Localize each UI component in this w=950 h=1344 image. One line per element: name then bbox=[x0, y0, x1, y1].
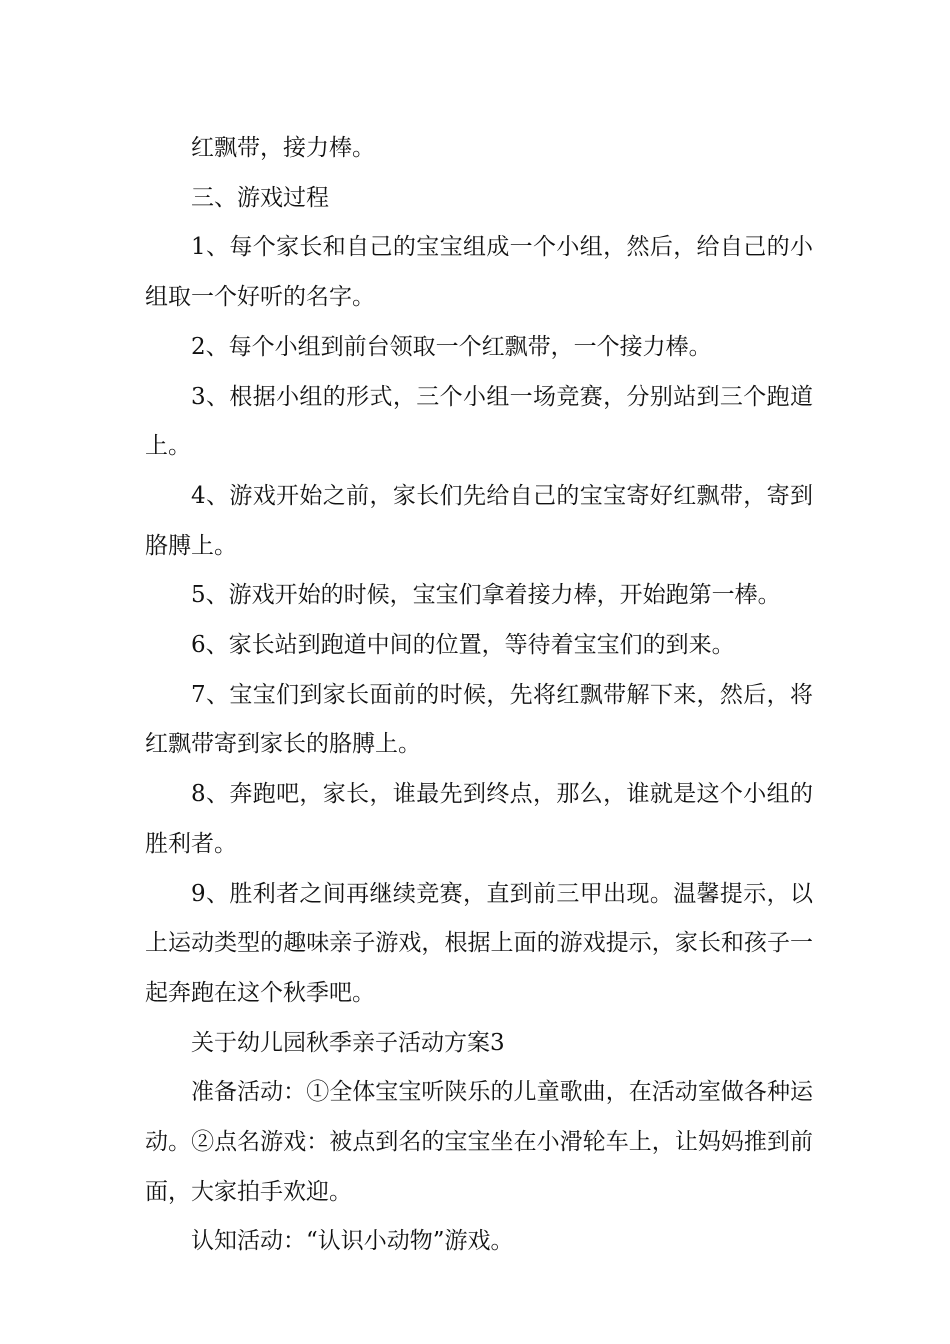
paragraph-step-8: 8、奔跑吧，家长，谁最先到终点，那么，谁就是这个小组的胜利者。 bbox=[145, 781, 813, 857]
paragraph-step-2: 2、每个小组到前台领取一个红飘带，一个接力棒。 bbox=[191, 333, 712, 360]
paragraph-cognitive-activity: 认知活动：“认识小动物”游戏。 bbox=[191, 1228, 514, 1255]
paragraph-step-7: 7、宝宝们到家长面前的时候，先将红飘带解下来，然后，将红飘带寄到家长的胳膊上。 bbox=[145, 681, 813, 758]
section-heading-game-process: 三、游戏过程 bbox=[191, 184, 329, 211]
section-title-plan-3: 关于幼儿园秋季亲子活动方案3 bbox=[191, 1029, 505, 1056]
paragraph-step-4: 4、游戏开始之前，家长们先给自己的宝宝寄好红飘带，寄到胳膊上。 bbox=[145, 482, 813, 559]
paragraph-step-5: 5、游戏开始的时候，宝宝们拿着接力棒，开始跑第一棒。 bbox=[191, 582, 781, 609]
paragraph-step-3: 3、根据小组的形式，三个小组一场竞赛，分别站到三个跑道上。 bbox=[145, 383, 813, 460]
paragraph-warmup-activity: 准备活动：①全体宝宝听陕乐的儿童歌曲，在活动室做各种运动。②点名游戏：被点到名的宝宝坐在小滑轮车上，让妈妈推到前面，大家拍手欢迎。 bbox=[145, 1079, 813, 1205]
paragraph-materials: 红飘带，接力棒。 bbox=[191, 135, 375, 161]
paragraph-step-6: 6、家长站到跑道中间的位置，等待着宝宝们的到来。 bbox=[191, 632, 735, 659]
paragraph-step-9: 9、胜利者之间再继续竞赛，直到前三甲出现。温馨提示，以上运动类型的趣味亲子游戏，根据上面的游戏提示，家长和孩子一起奔跑在这个秋季吧。 bbox=[145, 880, 813, 1006]
document-body bbox=[145, 124, 813, 1267]
paragraph-step-1: 1、每个家长和自己的宝宝组成一个小组，然后，给自己的小组取一个好听的名字。 bbox=[145, 234, 813, 311]
